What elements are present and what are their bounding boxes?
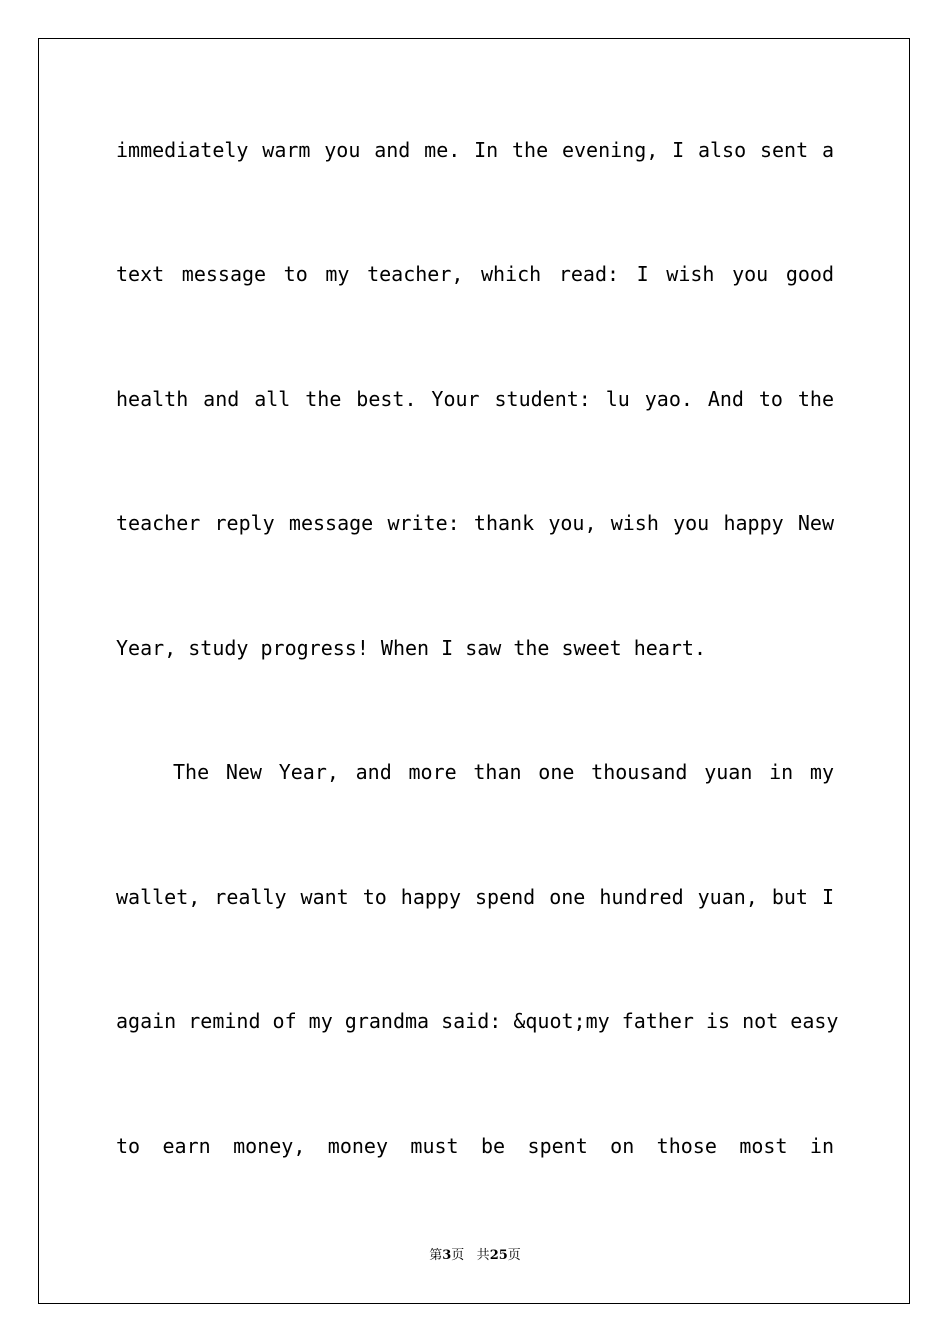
text-line: immediately warm you and me. In the evening, I also sent a bbox=[116, 138, 834, 162]
total-pages: 25 bbox=[489, 1248, 508, 1263]
text-line: again remind of my grandma said: &quot;my father is not easy bbox=[116, 1009, 839, 1033]
page-suffix: 页 bbox=[451, 1248, 465, 1263]
total-prefix: 共 bbox=[476, 1248, 490, 1263]
page-footer bbox=[0, 1247, 950, 1265]
text-line: teacher reply message write: thank you, wish you happy New bbox=[116, 511, 834, 535]
text-line: Year, study progress! When I saw the sweet heart. bbox=[116, 636, 707, 660]
total-suffix: 页 bbox=[507, 1248, 521, 1263]
text-line: to earn money, money must be spent on those most in bbox=[116, 1134, 834, 1158]
page-number: 3 bbox=[442, 1248, 452, 1263]
page-border bbox=[38, 38, 910, 1304]
text-line: health and all the best. Your student: lu yao. And to the bbox=[116, 387, 834, 411]
text-line: wallet, really want to happy spend one hundred yuan, but I bbox=[116, 885, 834, 909]
text-line: The New Year, and more than one thousand yuan in my bbox=[173, 760, 834, 784]
page-prefix: 第 bbox=[429, 1248, 443, 1263]
text-line: text message to my teacher, which read: I wish you good bbox=[116, 262, 834, 286]
